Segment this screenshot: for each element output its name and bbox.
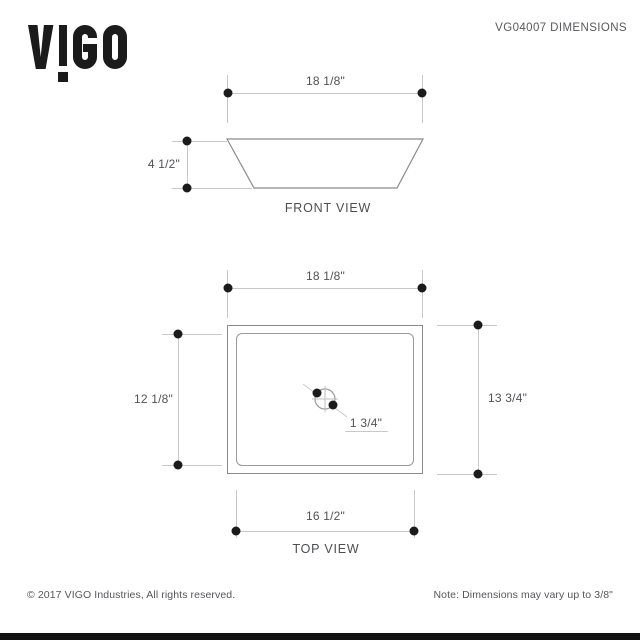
- vigo-logo-icon: [28, 25, 128, 85]
- tv-width-dim-dot-right: [418, 284, 427, 293]
- tv-right-dim-line: [478, 325, 479, 474]
- tv-right-dim-dot-bottom: [474, 470, 483, 479]
- note-text: Note: Dimensions may vary up to 3/8": [433, 589, 613, 601]
- tv-right-dim-label: 13 3/4": [488, 391, 528, 405]
- drain-dim-underline: [345, 431, 388, 432]
- tv-width-dim-dot-left: [224, 284, 233, 293]
- tv-width-dim-line: [228, 288, 423, 289]
- fv-height-tick-top: [172, 141, 227, 142]
- tv-left-dim-dot-top: [174, 330, 183, 339]
- fv-height-dim-dot-bottom: [183, 184, 192, 193]
- tv-bottom-dim-line: [237, 531, 414, 532]
- tv-left-dim-label: 12 1/8": [133, 392, 173, 406]
- top-view-label: TOP VIEW: [292, 542, 360, 556]
- tv-left-tick-top: [162, 334, 222, 335]
- front-view-sink-outline: [226, 138, 424, 189]
- copyright-text: © 2017 VIGO Industries, All rights reserved.: [27, 589, 236, 601]
- fv-height-dim-dot-top: [183, 137, 192, 146]
- tv-left-dim-dot-bottom: [174, 461, 183, 470]
- tv-left-tick-bottom: [162, 465, 222, 466]
- tv-width-dim-label: 18 1/8": [305, 269, 346, 283]
- tv-right-dim-dot-top: [474, 321, 483, 330]
- tv-right-tick-top: [437, 325, 497, 326]
- sheet-title: VG04007 DIMENSIONS: [495, 22, 627, 34]
- tv-bottom-dim-dot-left: [232, 527, 241, 536]
- tv-right-tick-bottom: [437, 474, 497, 475]
- fv-width-dim-line: [228, 93, 423, 94]
- fv-height-dim-line: [187, 141, 188, 188]
- fv-width-dim-dot-left: [224, 89, 233, 98]
- tv-bottom-dim-dot-right: [410, 527, 419, 536]
- fv-height-dim-label: 4 1/2": [147, 157, 180, 171]
- tv-left-dim-line: [178, 334, 179, 465]
- tv-bottom-dim-label: 16 1/2": [305, 509, 346, 523]
- front-view-label: FRONT VIEW: [284, 201, 372, 215]
- fv-width-dim-label: 18 1/8": [305, 74, 346, 88]
- bottom-bar: [0, 633, 640, 640]
- fv-width-dim-dot-right: [418, 89, 427, 98]
- drain-dim-label: 1 3/4": [349, 416, 383, 430]
